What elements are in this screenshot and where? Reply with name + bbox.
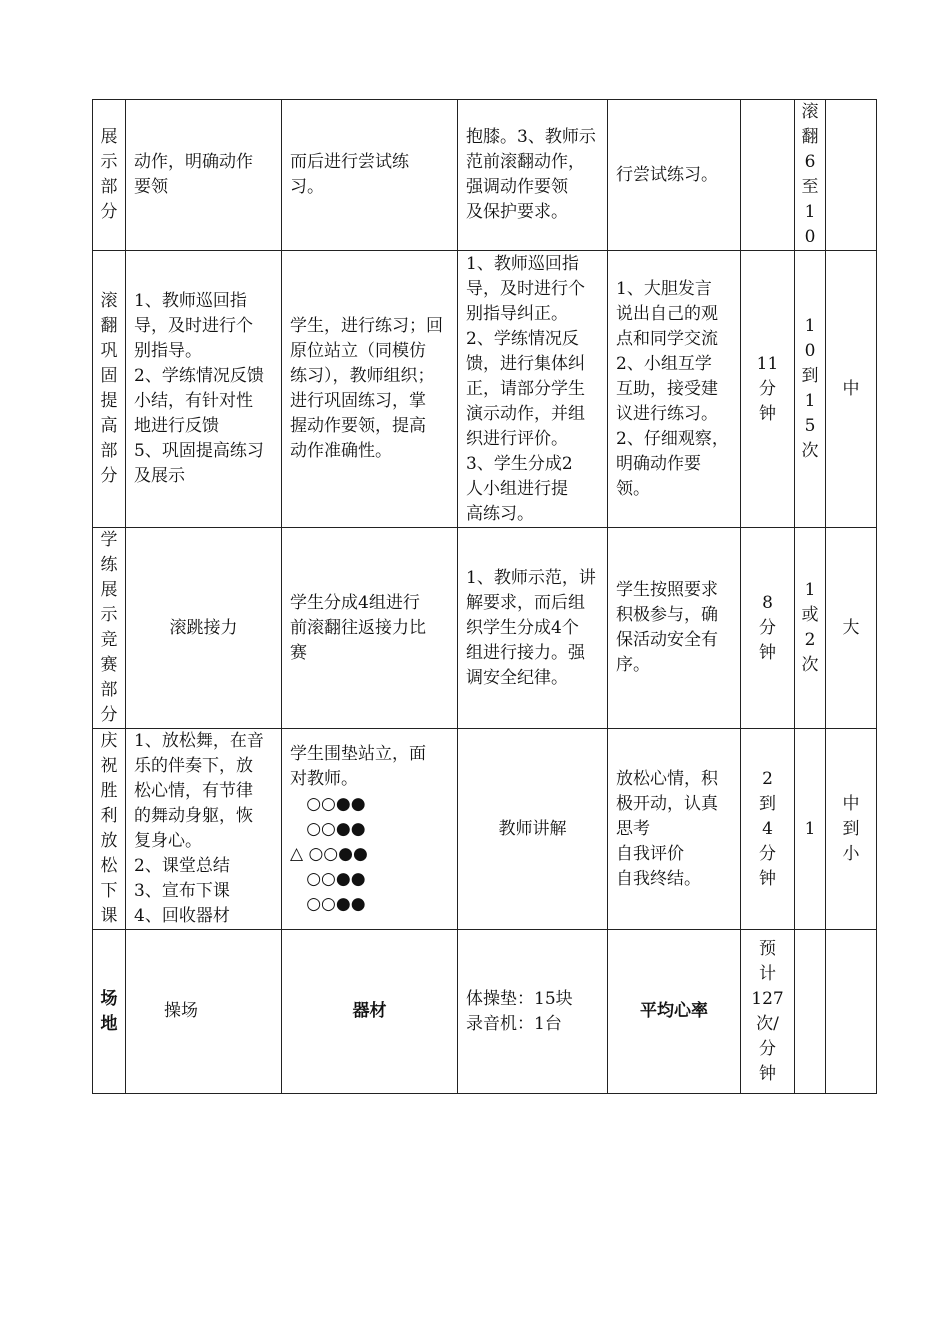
equipment-label: 器材 xyxy=(282,930,458,1094)
venue-label: 场 地 xyxy=(93,930,126,1094)
teacher-activity-cell: 1、教师巡回指 导，及时进行个 别指导纠正。 2、学练情况反 馈，进行集体纠 正，请部分学生 演示动作，并组 织进行评价。 3、学生分成2 人小组进行提 高练习。 xyxy=(458,251,608,528)
section-cell: 庆 祝 胜 利 放 松 下 课 xyxy=(93,729,126,930)
time-cell: 2 到 4 分 钟 xyxy=(741,729,795,930)
intensity-cell: 大 xyxy=(826,528,877,729)
empty-cell xyxy=(795,930,826,1094)
student-activity-cell: 学生按照要求 积极参与，确 保活动安全有 序。 xyxy=(608,528,741,729)
time-cell: 8 分 钟 xyxy=(741,528,795,729)
intensity-cell xyxy=(826,100,877,251)
teacher-activity-cell: 教师讲解 xyxy=(458,729,608,930)
section-cell: 学 练 展 示 竞 赛 部 分 xyxy=(93,528,126,729)
content-cell: 滚跳接力 xyxy=(126,528,282,729)
reps-cell: 滚 翻 6 至 1 0 xyxy=(795,100,826,251)
content-cell: 1、教师巡回指 导，及时进行个 别指导。 2、学练情况反馈 小结，有针对性 地进行反馈 5、巩固提高练习 及展示 xyxy=(126,251,282,528)
table-row xyxy=(93,930,877,1094)
heart-rate-label: 平均心率 xyxy=(608,930,741,1094)
heart-rate-value: 预 计 127 次/ 分 钟 xyxy=(741,930,795,1094)
student-activity-cell: 行尝试练习。 xyxy=(608,100,741,251)
student-organization-cell: 学生围垫站立，面 对教师。 ○○●● ○○●● △ ○○●● ○○●● ○○●● xyxy=(282,729,458,930)
section-cell: 展 示 部 分 xyxy=(93,100,126,251)
student-organization-cell: 学生，进行练习；回 原位站立（同模仿 练习），教师组织； 进行巩固练习，掌 握动作要领，提高 动作准确性。 xyxy=(282,251,458,528)
content-cell: 动作，明确动作 要领 xyxy=(126,100,282,251)
student-activity-cell: 放松心情，积 极开动，认真 思考 自我评价 自我终结。 xyxy=(608,729,741,930)
venue-value: 操场 xyxy=(126,930,282,1094)
formation-row: ○○●● xyxy=(290,893,366,914)
formation-row: ○○●● xyxy=(290,793,366,814)
content-cell: 1、放松舞，在音 乐的伴奏下，放 松心情，有节律 的舞动身躯，恢 复身心。 2、课堂总结 3、宣布下课 4、回收器材 xyxy=(126,729,282,930)
teacher-activity-cell: 抱膝。3、教师示 范前滚翻动作， 强调动作要领 及保护要求。 xyxy=(458,100,608,251)
formation-row: ○○●● xyxy=(290,818,366,839)
table-row xyxy=(93,528,877,729)
reps-cell: 1 0 到 1 5 次 xyxy=(795,251,826,528)
time-cell xyxy=(741,100,795,251)
student-organization-cell: 学生分成4组进行 前滚翻往返接力比 赛 xyxy=(282,528,458,729)
table-row xyxy=(93,251,877,528)
section-cell: 滚 翻 巩 固 提 高 部 分 xyxy=(93,251,126,528)
formation-row: ○○●● xyxy=(290,868,366,889)
table-row xyxy=(93,729,877,930)
teacher-activity-cell: 1、教师示范，讲 解要求，而后组 织学生分成4个 组进行接力。强 调安全纪律。 xyxy=(458,528,608,729)
reps-cell: 1 xyxy=(795,729,826,930)
time-cell: 11 分 钟 xyxy=(741,251,795,528)
empty-cell xyxy=(826,930,877,1094)
student-activity-cell: 1、大胆发言 说出自己的观 点和同学交流 2、小组互学 互助，接受建 议进行练习。 2、仔细观察， 明确动作要 领。 xyxy=(608,251,741,528)
reps-cell: 1 或 2 次 xyxy=(795,528,826,729)
student-organization-cell: 而后进行尝试练 习。 xyxy=(282,100,458,251)
table-row xyxy=(93,100,877,251)
formation-row: △ ○○●● xyxy=(290,843,368,864)
intensity-cell: 中 xyxy=(826,251,877,528)
lesson-plan-table xyxy=(92,99,877,1094)
intensity-cell: 中 到 小 xyxy=(826,729,877,930)
equipment-value: 体操垫：15块 录音机：1台 xyxy=(458,930,608,1094)
